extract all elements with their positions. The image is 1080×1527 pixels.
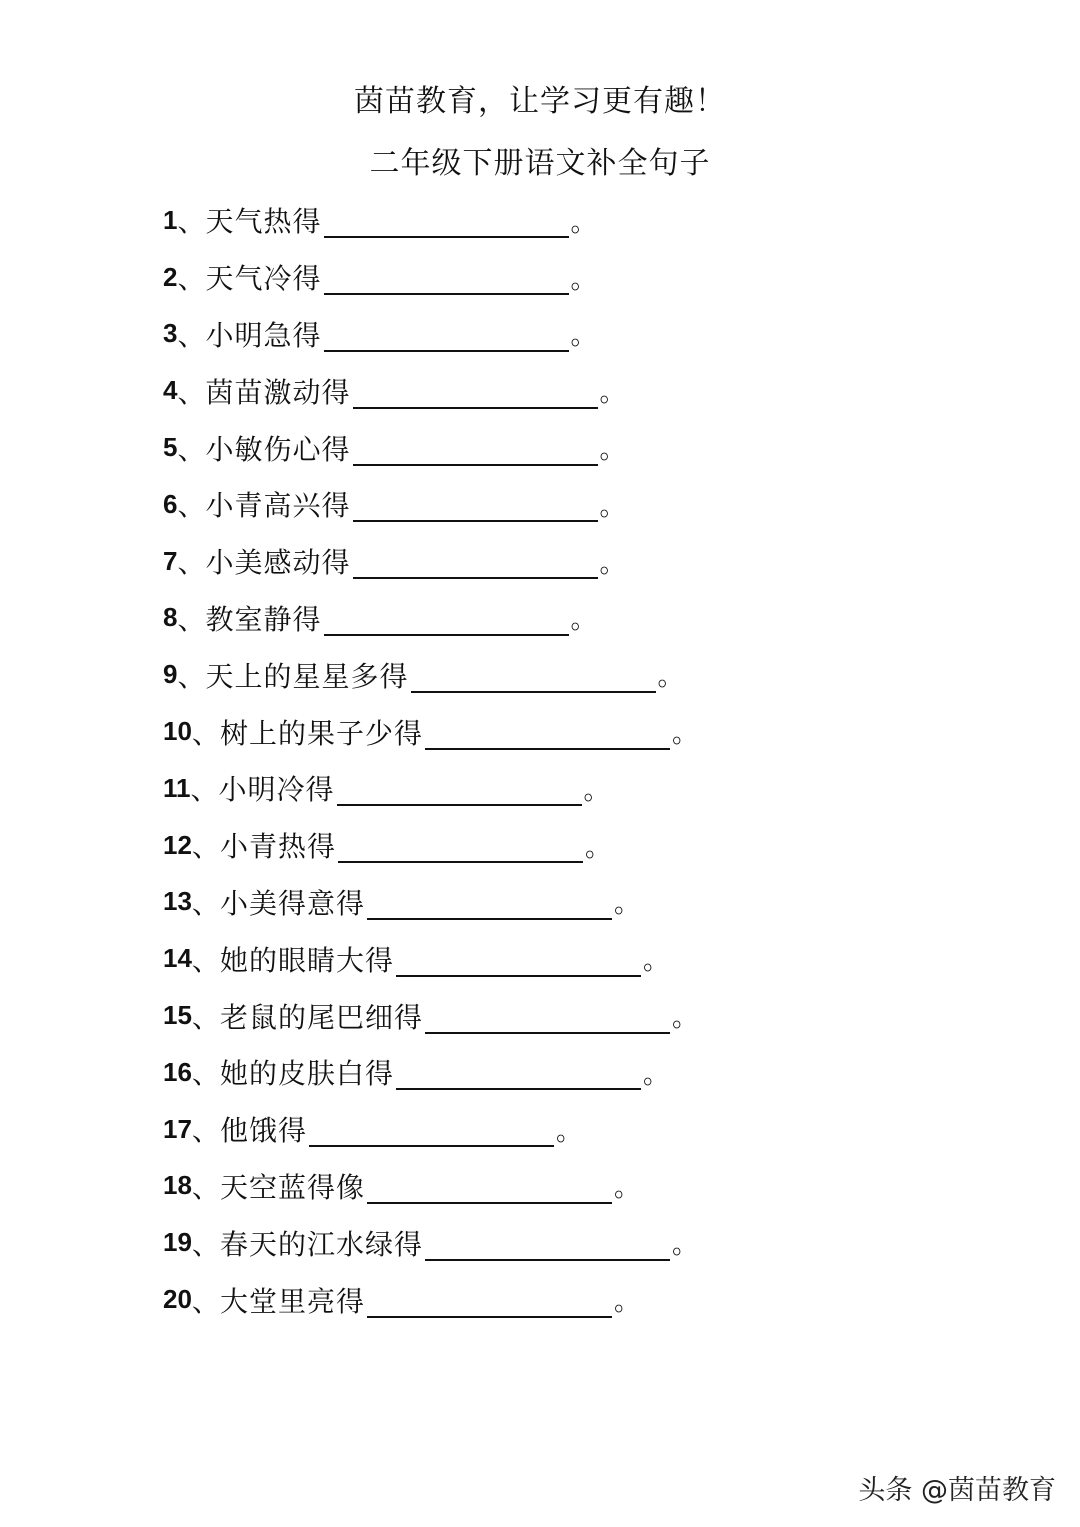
item-number: 12 bbox=[163, 829, 192, 860]
item-separator: 、 bbox=[177, 205, 206, 239]
fill-blank[interactable] bbox=[353, 377, 598, 409]
item-stem: 天气热得 bbox=[205, 205, 322, 239]
fill-blank[interactable] bbox=[396, 1058, 641, 1090]
item-separator: 、 bbox=[190, 773, 219, 807]
exercise-item bbox=[163, 1214, 1023, 1271]
item-ending: 。 bbox=[570, 605, 597, 636]
item-number: 4 bbox=[163, 375, 178, 406]
item-stem: 茵苗激动得 bbox=[205, 375, 351, 409]
item-ending: 。 bbox=[555, 1116, 582, 1147]
item-ending: 。 bbox=[570, 207, 597, 238]
fill-blank[interactable] bbox=[425, 1229, 670, 1261]
item-stem: 树上的果子少得 bbox=[219, 716, 423, 750]
item-number: 13 bbox=[163, 886, 192, 917]
item-ending: 。 bbox=[657, 662, 684, 693]
item-separator: 、 bbox=[191, 1170, 220, 1204]
fill-blank[interactable] bbox=[425, 1002, 670, 1034]
item-number: 17 bbox=[163, 1113, 192, 1144]
fill-blank[interactable] bbox=[338, 831, 583, 863]
item-number: 5 bbox=[163, 432, 178, 463]
exercise-list bbox=[163, 192, 1023, 1328]
item-number: 1 bbox=[163, 204, 178, 235]
item-stem: 大堂里亮得 bbox=[219, 1284, 365, 1318]
item-stem: 他饿得 bbox=[219, 1114, 307, 1148]
item-stem: 天空蓝得像 bbox=[219, 1170, 365, 1204]
item-stem: 小青高兴得 bbox=[205, 489, 351, 523]
item-separator: 、 bbox=[191, 1284, 220, 1318]
item-number: 19 bbox=[163, 1227, 192, 1258]
item-separator: 、 bbox=[191, 943, 220, 977]
fill-blank[interactable] bbox=[411, 661, 656, 693]
item-number: 7 bbox=[163, 545, 178, 576]
item-stem: 天上的星星多得 bbox=[205, 659, 409, 693]
item-ending: 。 bbox=[570, 264, 597, 295]
item-number: 10 bbox=[163, 716, 192, 747]
fill-blank[interactable] bbox=[353, 490, 598, 522]
fill-blank[interactable] bbox=[324, 206, 569, 238]
item-ending: 。 bbox=[599, 378, 626, 409]
exercise-item bbox=[163, 1158, 1023, 1215]
exercise-item bbox=[163, 1101, 1023, 1158]
item-stem: 小美得意得 bbox=[219, 886, 365, 920]
fill-blank[interactable] bbox=[396, 945, 641, 977]
item-stem: 天气冷得 bbox=[205, 262, 322, 296]
item-stem: 她的皮肤白得 bbox=[219, 1057, 394, 1091]
item-separator: 、 bbox=[191, 1057, 220, 1091]
exercise-item bbox=[163, 362, 1023, 419]
item-ending: 。 bbox=[642, 1059, 669, 1090]
item-number: 11 bbox=[163, 772, 191, 803]
exercise-item bbox=[163, 874, 1023, 931]
fill-blank[interactable] bbox=[353, 434, 598, 466]
exercise-item bbox=[163, 760, 1023, 817]
item-ending: 。 bbox=[671, 1230, 698, 1261]
fill-blank[interactable] bbox=[324, 320, 569, 352]
item-number: 2 bbox=[163, 261, 178, 292]
item-stem: 小敏伤心得 bbox=[205, 432, 351, 466]
item-separator: 、 bbox=[177, 546, 206, 580]
exercise-item bbox=[163, 192, 1023, 249]
item-separator: 、 bbox=[177, 489, 206, 523]
fill-blank[interactable] bbox=[367, 1286, 612, 1318]
item-ending: 。 bbox=[671, 1003, 698, 1034]
page-title: 二年级下册语文补全句子 bbox=[369, 146, 711, 181]
item-ending: 。 bbox=[599, 435, 626, 466]
fill-blank[interactable] bbox=[367, 888, 612, 920]
watermark: 头条 @茵苗教育 bbox=[858, 1475, 1056, 1506]
exercise-item bbox=[163, 249, 1023, 306]
item-ending: 。 bbox=[584, 832, 611, 863]
item-number: 16 bbox=[163, 1056, 192, 1087]
item-stem: 小美感动得 bbox=[205, 546, 351, 580]
item-stem: 春天的江水绿得 bbox=[219, 1227, 423, 1261]
item-stem: 教室静得 bbox=[205, 602, 322, 636]
item-separator: 、 bbox=[177, 602, 206, 636]
item-separator: 、 bbox=[177, 432, 206, 466]
exercise-item bbox=[163, 703, 1023, 760]
exercise-item bbox=[163, 476, 1023, 533]
item-separator: 、 bbox=[191, 886, 220, 920]
item-ending: 。 bbox=[642, 946, 669, 977]
item-ending: 。 bbox=[599, 491, 626, 522]
slogan: 茵苗教育，让学习更有趣！ bbox=[354, 84, 726, 119]
item-separator: 、 bbox=[191, 1000, 220, 1034]
item-separator: 、 bbox=[191, 1227, 220, 1261]
exercise-item bbox=[163, 1044, 1023, 1101]
item-ending: 。 bbox=[671, 719, 698, 750]
item-number: 14 bbox=[163, 943, 192, 974]
item-ending: 。 bbox=[570, 321, 597, 352]
exercise-item bbox=[163, 533, 1023, 590]
item-ending: 。 bbox=[599, 548, 626, 579]
item-number: 9 bbox=[163, 659, 178, 690]
item-separator: 、 bbox=[191, 1114, 220, 1148]
fill-blank[interactable] bbox=[324, 263, 569, 295]
exercise-item bbox=[163, 930, 1023, 987]
exercise-item bbox=[163, 1271, 1023, 1328]
item-separator: 、 bbox=[191, 716, 220, 750]
item-ending: 。 bbox=[613, 889, 640, 920]
fill-blank[interactable] bbox=[337, 774, 582, 806]
item-stem: 老鼠的尾巴细得 bbox=[219, 1000, 423, 1034]
fill-blank[interactable] bbox=[425, 718, 670, 750]
item-number: 8 bbox=[163, 602, 178, 633]
item-number: 20 bbox=[163, 1284, 192, 1315]
fill-blank[interactable] bbox=[309, 1115, 554, 1147]
item-number: 18 bbox=[163, 1170, 192, 1201]
item-separator: 、 bbox=[177, 318, 206, 352]
item-separator: 、 bbox=[177, 262, 206, 296]
item-number: 6 bbox=[163, 488, 178, 519]
item-stem: 小青热得 bbox=[219, 830, 336, 864]
fill-blank[interactable] bbox=[367, 1172, 612, 1204]
exercise-item bbox=[163, 646, 1023, 703]
item-number: 3 bbox=[163, 318, 178, 349]
item-ending: 。 bbox=[583, 775, 610, 806]
item-separator: 、 bbox=[191, 830, 220, 864]
item-ending: 。 bbox=[613, 1173, 640, 1204]
exercise-item bbox=[163, 419, 1023, 476]
exercise-item bbox=[163, 987, 1023, 1044]
fill-blank[interactable] bbox=[324, 604, 569, 636]
exercise-item bbox=[163, 817, 1023, 874]
item-stem: 小明冷得 bbox=[218, 773, 335, 807]
exercise-item bbox=[163, 306, 1023, 363]
item-stem: 小明急得 bbox=[205, 318, 322, 352]
item-number: 15 bbox=[163, 1000, 192, 1031]
item-stem: 她的眼睛大得 bbox=[219, 943, 394, 977]
fill-blank[interactable] bbox=[353, 547, 598, 579]
item-ending: 。 bbox=[613, 1287, 640, 1318]
item-separator: 、 bbox=[177, 659, 206, 693]
item-separator: 、 bbox=[177, 375, 206, 409]
exercise-item bbox=[163, 590, 1023, 647]
